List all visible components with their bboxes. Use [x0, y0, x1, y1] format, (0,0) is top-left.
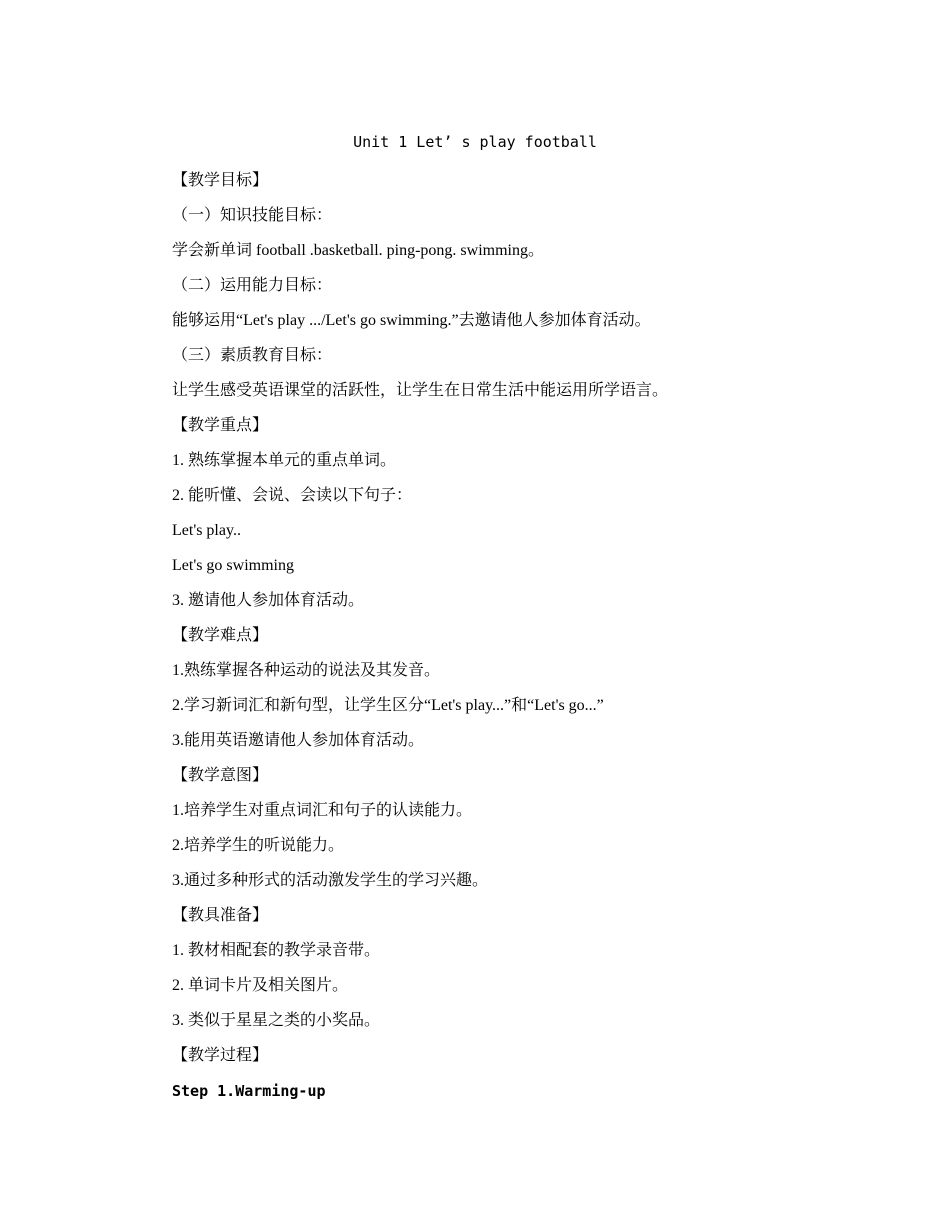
list-item: 3.通过多种形式的活动激发学生的学习兴趣。 [172, 872, 489, 889]
list-item: 2. 单词卡片及相关图片。 [172, 977, 349, 994]
example-sentence: Let's go swimming [172, 557, 294, 574]
list-item: 3. 邀请他人参加体育活动。 [172, 592, 365, 609]
subheading-quality-education: （三）素质教育目标： [172, 347, 333, 364]
list-item: 2. 能听懂、会说、会读以下句子： [172, 487, 413, 504]
list-item: 3.能用英语邀请他人参加体育活动。 [172, 732, 425, 749]
list-item: 1.培养学生对重点词汇和句子的认读能力。 [172, 802, 473, 819]
list-item: 1. 教材相配套的教学录音带。 [172, 942, 381, 959]
list-item: 2.培养学生的听说能力。 [172, 837, 345, 854]
list-item: 1. 熟练掌握本单元的重点单词。 [172, 452, 397, 469]
list-item: 3. 类似于星星之类的小奖品。 [172, 1012, 381, 1029]
text-line: 学会新单词 football .basketball. ping-pong. swimming。 [172, 242, 544, 259]
document-title: Unit 1 Let’ s play football [353, 133, 597, 151]
subheading-knowledge-skills: （一）知识技能目标： [172, 207, 333, 224]
section-heading-intent: 【教学意图】 [172, 767, 269, 784]
section-heading-process: 【教学过程】 [172, 1047, 269, 1064]
list-item: 2.学习新词汇和新句型，让学生区分“Let's play...”和“Let's go...” [172, 697, 604, 714]
section-heading-difficulties: 【教学难点】 [172, 627, 269, 644]
subheading-application-ability: （二）运用能力目标： [172, 277, 333, 294]
example-sentence: Let's play.. [172, 522, 241, 539]
text-line: 让学生感受英语课堂的活跃性，让学生在日常生活中能运用所学语言。 [172, 382, 669, 399]
text-line: 能够运用“Let's play .../Let's go swimming.”去邀请他人参加体育活动。 [172, 312, 651, 329]
step-heading: Step 1.Warming-up [172, 1082, 326, 1100]
section-heading-key-points: 【教学重点】 [172, 417, 269, 434]
section-heading-materials: 【教具准备】 [172, 907, 269, 924]
section-heading-objectives: 【教学目标】 [172, 172, 269, 189]
list-item: 1.熟练掌握各种运动的说法及其发音。 [172, 662, 441, 679]
document-body [172, 170, 792, 1115]
